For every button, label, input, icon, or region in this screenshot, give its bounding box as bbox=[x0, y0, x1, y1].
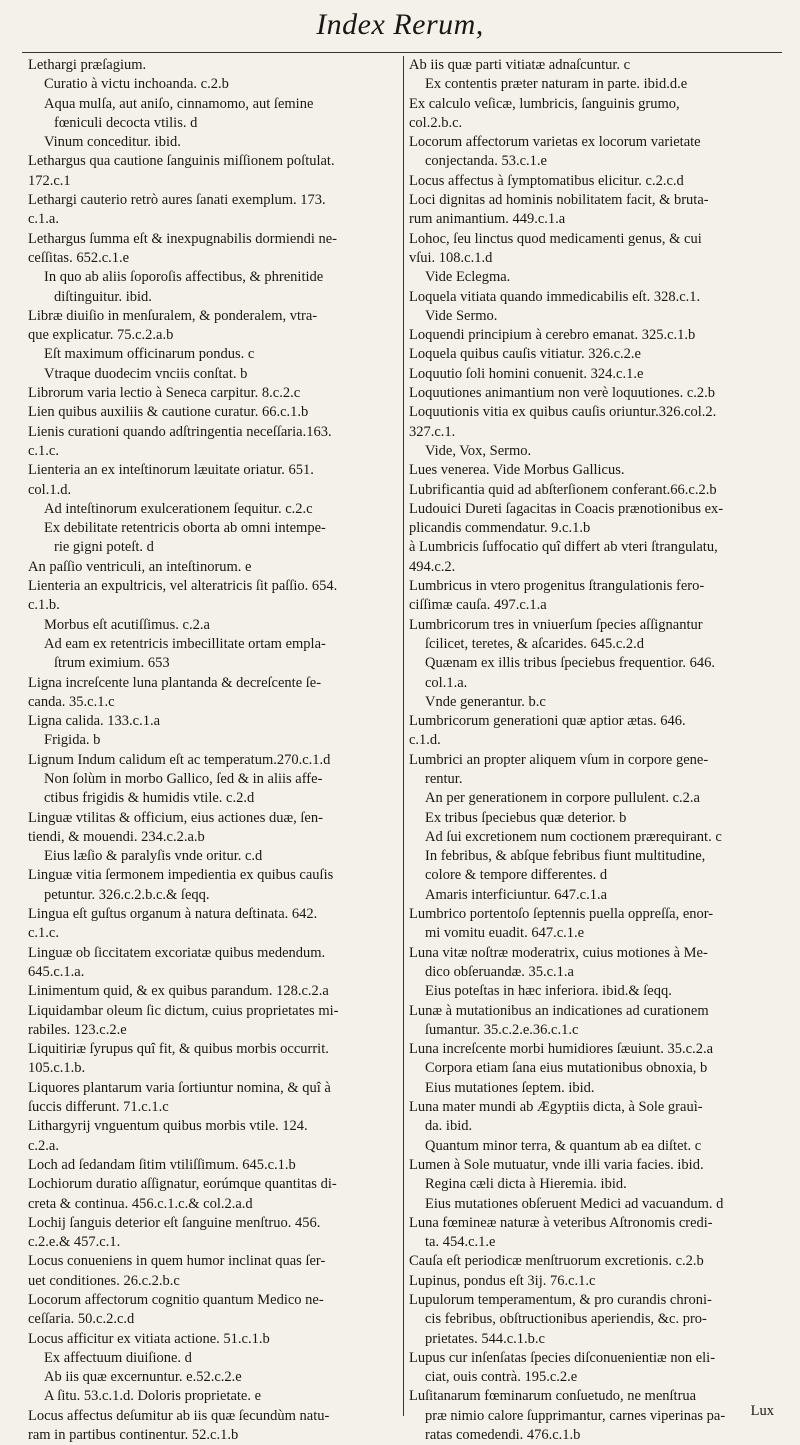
index-entry-line: Curatio à victu inchoanda. c.2.b bbox=[44, 76, 229, 93]
index-entry-line: ceſſaria. 50.c.2.c.d bbox=[28, 1311, 135, 1328]
index-entry-line: conjectanda. 53.c.1.e bbox=[425, 153, 547, 170]
index-entry-line: Locus afficitur ex vitiata actione. 51.c.1.b bbox=[28, 1330, 270, 1347]
index-entry-line: Lochij ſanguis deterior eſt ſanguine menſtruo. 456. bbox=[28, 1214, 321, 1231]
index-entry-line: Ad ſui excretionem num coctionem prærequirant. c bbox=[425, 828, 722, 845]
index-entry-line: Corpora etiam ſana eius mutationibus obnoxia, b bbox=[425, 1060, 708, 1077]
index-entry-line: ta. 454.c.1.e bbox=[425, 1234, 496, 1251]
index-entry-line: plicandis commendatur. 9.c.1.b bbox=[409, 520, 591, 537]
index-entry-line: Eius mutationes ſeptem. ibid. bbox=[425, 1079, 595, 1096]
index-entry-line: tiendi, & mouendi. 234.c.2.a.b bbox=[28, 828, 205, 845]
index-entry-line: Loquutiones animantium non verè loquutiones. c.2.b bbox=[409, 385, 716, 402]
index-entry-line: Frigida. b bbox=[44, 732, 101, 749]
index-entry-line: ſuccis differunt. 71.c.1.c bbox=[28, 1099, 169, 1116]
index-entry-line: Lunæ à mutationibus an indicationes ad curationem bbox=[409, 1002, 709, 1019]
index-entry-line: c.2.e.& 457.c.1. bbox=[28, 1234, 121, 1251]
index-entry-line: c.1.a. bbox=[28, 211, 59, 228]
index-entry-line: Locus affectus deſumitur ab iis quæ ſecundùm natu- bbox=[28, 1407, 330, 1424]
index-entry-line: Vide Sermo. bbox=[425, 307, 498, 324]
index-entry-line: Cauſa eſt periodicæ menſtruorum excretionis. c.2.b bbox=[409, 1253, 704, 1270]
index-entry-line: Vnde generantur. b.c bbox=[425, 693, 546, 710]
index-entry-line: Lienis curationi quando adſtringentia neceſſaria.163. bbox=[28, 423, 332, 440]
index-entry-line: col.2.b.c. bbox=[409, 114, 463, 131]
index-entry-line: Lethargi cauterio retrò aures ſanati exemplum. 173. bbox=[28, 192, 326, 209]
index-entry-line: col.1.d. bbox=[28, 481, 72, 498]
index-entry-line: ſumantur. 35.c.2.e.36.c.1.c bbox=[425, 1021, 579, 1038]
index-entry-line: Lupus cur inſenſatas ſpecies diſconuenientiæ non eli- bbox=[409, 1349, 716, 1366]
index-entry-line: Non ſolùm in morbo Gallico, ſed & in aliis affe- bbox=[44, 770, 323, 787]
index-entry-line: 327.c.1. bbox=[409, 423, 456, 440]
index-entry-line: præ nimio calore ſupprimantur, carnes viperinas pa- bbox=[425, 1407, 726, 1424]
index-entry-line: canda. 35.c.1.c bbox=[28, 693, 115, 710]
index-entry-line: Lithargyrij vnguentum quibus morbis vtile. 124. bbox=[28, 1118, 308, 1135]
index-entry-line: Lumen à Sole mutuatur, vnde illi varia facies. ibid. bbox=[409, 1156, 704, 1173]
index-entry-line: Luna fœmineæ naturæ à veteribus Aſtronomis credi- bbox=[409, 1214, 713, 1231]
index-entry-line: col.1.a. bbox=[425, 674, 468, 691]
index-entry-line: Ex calculo veſicæ, lumbricis, ſanguinis grumo, bbox=[409, 95, 680, 112]
index-entry-line: vſui. 108.c.1.d bbox=[409, 249, 493, 266]
index-entry-line: Ex tribus ſpeciebus quæ deterior. b bbox=[425, 809, 627, 826]
index-entry-line: Quænam ex illis tribus ſpeciebus frequentior. 646. bbox=[425, 655, 715, 672]
catchword: Lux bbox=[750, 1403, 774, 1419]
index-entry-line: Liquores plantarum varia ſortiuntur nomina, & quî à bbox=[28, 1079, 331, 1096]
index-entry-line: Linguæ vtilitas & officium, eius actiones duæ, ſen- bbox=[28, 809, 323, 826]
index-entry-line: Linguæ ob ſiccitatem excoriatæ quibus medendum. bbox=[28, 944, 326, 961]
index-entry-line: Vinum conceditur. ibid. bbox=[44, 134, 181, 151]
index-entry-line: fœniculi decocta vtilis. d bbox=[54, 114, 198, 131]
index-entry-line: c.1.b. bbox=[28, 597, 60, 614]
index-entry-line: Lohoc, ſeu linctus quod medicamenti genus, & cui bbox=[409, 230, 702, 247]
index-entry-line: Lumbricus in vtero progenitus ſtrangulationis fero- bbox=[409, 578, 705, 595]
index-entry-line: Luna increſcente morbi humidiores ſæuiunt. 35.c.2.a bbox=[409, 1041, 714, 1058]
index-entry-line: Luna vitæ noſtræ moderatrix, cuius motiones à Me- bbox=[409, 944, 708, 961]
index-entry-line: rentur. bbox=[425, 770, 463, 787]
index-entry-line: ſcilicet, teretes, & aſcarides. 645.c.2.d bbox=[425, 635, 645, 652]
index-entry-line: creta & continua. 456.c.1.c.& col.2.a.d bbox=[28, 1195, 253, 1212]
index-entry-line: Lingua eſt guſtus organum à natura deſtinata. 642. bbox=[28, 906, 318, 923]
index-entry-line: Lethargus ſumma eſt & inexpugnabilis dormiendi ne- bbox=[28, 230, 338, 247]
index-entry-line: Lues venerea. Vide Morbus Gallicus. bbox=[409, 462, 625, 479]
index-entry-line: Lupinus, pondus eſt 3ij. 76.c.1.c bbox=[409, 1272, 596, 1289]
index-entry-line: Amaris interficiuntur. 647.c.1.a bbox=[425, 886, 608, 903]
index-entry-line: Lumbricorum tres in vniuerſum ſpecies aſſignantur bbox=[409, 616, 703, 633]
index-entry-line: c.2.a. bbox=[28, 1137, 59, 1154]
index-entry-line: ratas comedendi. 476.c.1.b bbox=[425, 1427, 581, 1444]
page-header bbox=[0, 8, 800, 54]
index-entry-line: Lubrificantia quid ad abſterſionem conferant.66.c.2.b bbox=[409, 481, 717, 498]
index-entry-line: Ex contentis præter naturam in parte. ibid.d.e bbox=[425, 76, 688, 93]
index-entry-line: Lupulorum temperamentum, & pro curandis chroni- bbox=[409, 1292, 712, 1308]
index-entry-line: Ab iis quæ parti vitiatæ adnaſcuntur. c bbox=[409, 57, 631, 73]
index-entry-line: Lumbrici an propter aliquem vſum in corpore gene- bbox=[409, 751, 709, 768]
index-entry-line: Liquidambar oleum ſic dictum, cuius proprietates mi- bbox=[28, 1002, 339, 1019]
index-entry-line: Locorum affectorum cognitio quantum Medico ne- bbox=[28, 1292, 324, 1308]
index-entry-line: Lethargi præſagium. bbox=[28, 57, 147, 73]
index-entry-line: Eius mutationes obſeruent Medici ad vacuandum. d bbox=[425, 1195, 724, 1212]
index-entry-line: Ligna calida. 133.c.1.a bbox=[28, 713, 161, 730]
index-entry-line: c.1.c. bbox=[28, 925, 59, 942]
index-entry-line: Librorum varia lectio à Seneca carpitur. 8.c.2.c bbox=[28, 385, 301, 402]
index-entry-line: ciſſimæ cauſa. 497.c.1.a bbox=[409, 597, 547, 614]
index-entry-line: ram in partibus continentur. 52.c.1.b bbox=[28, 1427, 239, 1444]
index-entry-line: 105.c.1.b. bbox=[28, 1060, 86, 1077]
index-entry-line: Vide Eclegma. bbox=[425, 269, 511, 286]
right-column bbox=[409, 56, 769, 1445]
index-entry-line: rum animantium. 449.c.1.a bbox=[409, 211, 566, 228]
left-column bbox=[28, 56, 400, 1445]
index-entry-line: Vtraque duodecim vnciis conſtat. b bbox=[44, 365, 248, 382]
index-entry-line: Quantum minor terra, & quantum ab ea diſtet. c bbox=[425, 1137, 702, 1154]
index-entry-line: Eſt maximum officinarum pondus. c bbox=[44, 346, 255, 363]
index-entry-line: Ex debilitate retentricis oborta ab omni intempe- bbox=[44, 520, 326, 537]
index-entry-line: Loquendi principium à cerebro emanat. 325.c.1.b bbox=[409, 327, 696, 344]
index-entry-line: Loquutionis vitia ex quibus cauſis oriuntur.326.col.2. bbox=[409, 404, 717, 421]
index-entry-line: Lethargus qua cautione ſanguinis miſſionem poſtulat. bbox=[28, 153, 335, 170]
index-entry-line: Lignum Indum calidum eſt ac temperatum.270.c.1.d bbox=[28, 751, 331, 768]
index-entry-line: Liquitiriæ ſyrupus quî fit, & quibus morbis occurrit. bbox=[28, 1041, 329, 1058]
index-entry-line: c.1.c. bbox=[28, 442, 59, 459]
index-entry-line: Regina cæli dicta à Hieremia. ibid. bbox=[425, 1176, 627, 1193]
index-entry-line: 494.c.2. bbox=[409, 558, 456, 575]
index-entry-line: Ad inteſtinorum exulcerationem ſequitur. c.2.c bbox=[44, 500, 313, 517]
index-entry-line: dico obſeruandæ. 35.c.1.a bbox=[425, 963, 574, 980]
index-entry-line: Luſitanarum fœminarum conſuetudo, ne menſtrua bbox=[409, 1388, 697, 1405]
index-entry-line: Linimentum quid, & ex quibus parandum. 128.c.2.a bbox=[28, 983, 329, 1000]
index-entry-line: uet conditiones. 26.c.2.b.c bbox=[28, 1272, 180, 1289]
index-entry-line: Lochiorum duratio aſſignatur, eorúmque quantitas di- bbox=[28, 1176, 337, 1193]
index-entry-line: Lumbricorum generationi quæ aptior ætas. 646. bbox=[409, 713, 686, 730]
index-entry-line: Loch ad ſedandam ſitim vtiliſſimum. 645.c.1.b bbox=[28, 1156, 296, 1173]
index-entry-line: Luna mater mundi ab Ægyptiis dicta, à Sole grauì- bbox=[409, 1099, 703, 1116]
index-entry-line: Vide, Vox, Sermo. bbox=[425, 442, 532, 459]
index-entry-line: prietates. 544.c.1.b.c bbox=[425, 1330, 545, 1347]
index-entry-line: Lienteria an ex inteſtinorum læuitate oriatur. 651. bbox=[28, 462, 314, 479]
index-entry-line: Eius poteſtas in hæc inferiora. ibid.& ſeqq. bbox=[425, 983, 672, 1000]
index-entry-line: An paſſio ventriculi, an inteſtinorum. e bbox=[28, 558, 252, 575]
index-entry-line: que explicatur. 75.c.2.a.b bbox=[28, 327, 174, 344]
index-entry-line: ceſſitas. 652.c.1.e bbox=[28, 249, 130, 266]
index-entry-line: Ligna increſcente luna plantanda & decreſcente ſe- bbox=[28, 674, 322, 691]
index-entry-line: Ludouici Dureti ſagacitas in Coacis prænotionibus ex- bbox=[409, 500, 724, 517]
index-entry-line: Eius læſio & paralyſis vnde oritur. c.d bbox=[44, 848, 263, 865]
index-entry-line: Linguæ vitia ſermonem impedientia ex quibus cauſis bbox=[28, 867, 334, 884]
index-entry-line: ciat, ouis contrà. 195.c.2.e bbox=[425, 1369, 578, 1386]
index-entry-line: Locorum affectorum varietas ex locorum varietate bbox=[409, 134, 701, 151]
index-entry-line: colore & tempore differentes. d bbox=[425, 867, 608, 884]
page-title: Index Rerum, bbox=[316, 8, 484, 41]
index-entry-line: rie gigni poteſt. d bbox=[54, 539, 154, 556]
index-entry-line: Lienteria an expultricis, vel alteratricis ſit paſſio. 654. bbox=[28, 578, 338, 595]
index-entry-line: Libræ diuiſio in menſuralem, & ponderalem, vtra- bbox=[28, 307, 318, 324]
index-entry-line: Lumbrico portentoſo ſeptennis puella oppreſſa, enor- bbox=[409, 906, 714, 923]
index-entry-line: Locus affectus à ſymptomatibus elicitur. c.2.c.d bbox=[409, 172, 684, 189]
index-entry-line: cis febribus, obſtructionibus aperiendis, &c. pro- bbox=[425, 1311, 707, 1328]
index-entry-line: Lien quibus auxiliis & cautione curatur. 66.c.1.b bbox=[28, 404, 309, 421]
index-entry-line: c.1.d. bbox=[409, 732, 441, 749]
index-entry-line: In quo ab aliis ſoporoſis affectibus, & phrenitide bbox=[44, 269, 324, 286]
index-entry-line: Ex affectuum diuiſione. d bbox=[44, 1349, 192, 1366]
index-entry-line: Ab iis quæ excernuntur. e.52.c.2.e bbox=[44, 1369, 242, 1386]
index-entry-line: diſtinguitur. ibid. bbox=[54, 288, 152, 305]
index-entry-line: 645.c.1.a. bbox=[28, 963, 85, 980]
index-entry-line: An per generationem in corpore pullulent. c.2.a bbox=[425, 790, 700, 807]
index-entry-line: 172.c.1 bbox=[28, 172, 71, 189]
index-entry-line: A ſitu. 53.c.1.d. Doloris proprietate. e bbox=[44, 1388, 262, 1405]
index-entry-line: rabiles. 123.c.2.e bbox=[28, 1021, 127, 1038]
index-entry-line: à Lumbricis ſuffocatio quî differt ab vteri ſtrangulatu, bbox=[409, 539, 718, 556]
index-entry-line: Loquela quibus cauſis vitiatur. 326.c.2.e bbox=[409, 346, 641, 363]
index-entry-line: Loci dignitas ad hominis nobilitatem facit, & bruta- bbox=[409, 192, 709, 209]
index-entry-line: ſtrum eximium. 653 bbox=[54, 655, 170, 672]
column-divider bbox=[403, 56, 404, 1416]
index-entry-line: In febribus, & abſque febribus fiunt multitudine, bbox=[425, 848, 706, 865]
index-entry-line: da. ibid. bbox=[425, 1118, 473, 1135]
index-entry-line: Ad eam ex retentricis imbecillitate ortam empla- bbox=[44, 635, 326, 652]
index-entry-line: Aqua mulſa, aut aniſo, cinnamomo, aut ſemine bbox=[44, 95, 314, 112]
index-entry-line: Morbus eſt acutiſſimus. c.2.a bbox=[44, 616, 210, 633]
header-rule bbox=[22, 52, 782, 53]
index-entry-line: Loquutio ſoli homini conuenit. 324.c.1.e bbox=[409, 365, 644, 382]
index-entry-line: Loquela vitiata quando immedicabilis eſt. 328.c.1. bbox=[409, 288, 701, 305]
index-entry-line: ctibus frigidis & humidis vtile. c.2.d bbox=[44, 790, 255, 807]
index-entry-line: petuntur. 326.c.2.b.c.& ſeqq. bbox=[44, 886, 210, 903]
index-entry-line: Locus conueniens in quem humor inclinat quas ſer- bbox=[28, 1253, 326, 1270]
index-entry-line: mi vomitu euadit. 647.c.1.e bbox=[425, 925, 585, 942]
